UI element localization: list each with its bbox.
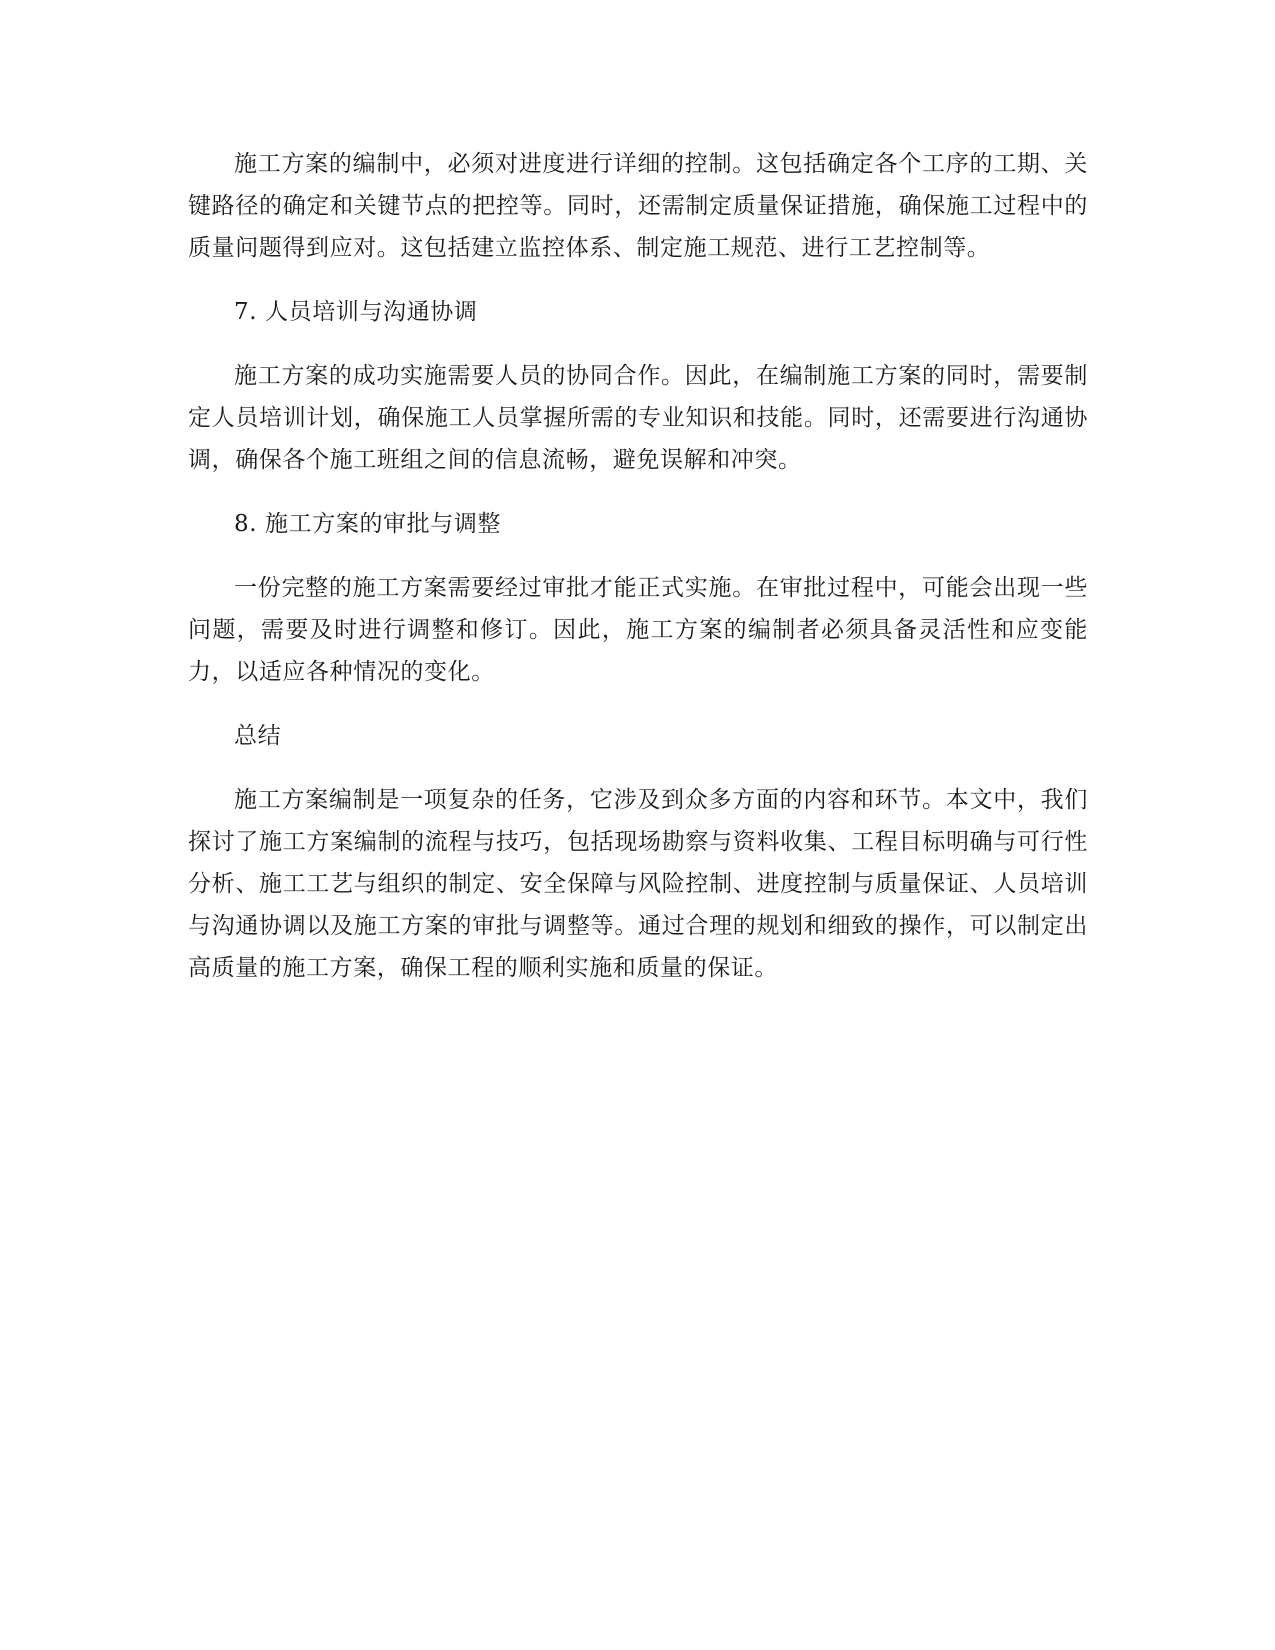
- section-heading-summary: 总结: [234, 723, 282, 749]
- section-heading-8-approval-adjustment: 8. 施工方案的审批与调整: [234, 511, 502, 537]
- section-heading-7-training-communication: 7. 人员培训与沟通协调: [234, 299, 478, 325]
- paragraph-summary: 施工方案编制是一项复杂的任务，它涉及到众多方面的内容和环节。本文中，我们探讨了施工方案编制的流程与技巧，包括现场勘察与资料收集、工程目标明确与可行性分析、施工工艺与组织的制定、安全保障与风险控制、进度控制与质量保证、人员培训与沟通协调以及施工方案的审批与调整等。通过合理的规划和细致的操作，可以制定出高质量的施工方案，确保工程的顺利实施和质量的保证。: [188, 787, 1088, 981]
- paragraph-approval-adjustment: 一份完整的施工方案需要经过审批才能正式实施。在审批过程中，可能会出现一些问题，需要及时进行调整和修订。因此，施工方案的编制者必须具备灵活性和应变能力，以适应各种情况的变化。: [188, 575, 1088, 685]
- document-body: [188, 143, 1088, 1011]
- paragraph-training-communication: 施工方案的成功实施需要人员的协同合作。因此，在编制施工方案的同时，需要制定人员培训计划，确保施工人员掌握所需的专业知识和技能。同时，还需要进行沟通协调，确保各个施工班组之间的信息流畅，避免误解和冲突。: [188, 363, 1088, 473]
- paragraph-progress-quality-control: 施工方案的编制中，必须对进度进行详细的控制。这包括确定各个工序的工期、关键路径的确定和关键节点的把控等。同时，还需制定质量保证措施，确保施工过程中的质量问题得到应对。这包括建立监控体系、制定施工规范、进行工艺控制等。: [188, 151, 1088, 261]
